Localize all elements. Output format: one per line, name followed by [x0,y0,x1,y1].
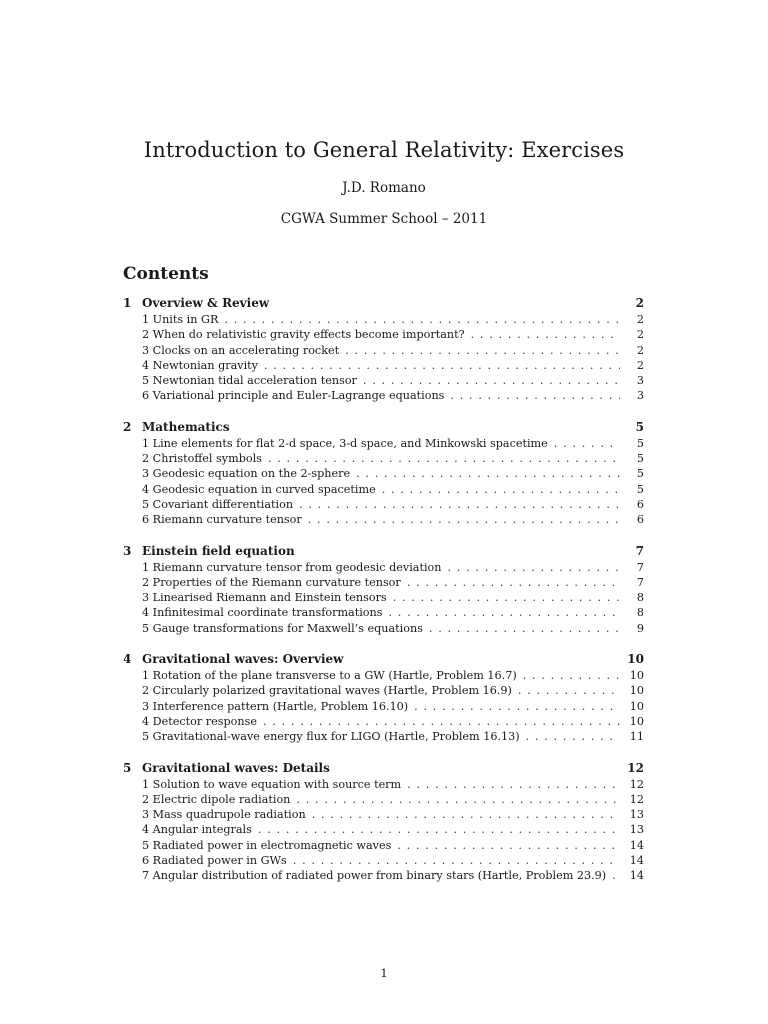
toc-section-heading[interactable] [123,760,644,777]
toc-entry[interactable] [123,621,644,636]
entry-page-number: 14 [629,838,644,852]
dot-leader [256,822,620,837]
toc-section [123,760,644,884]
dot-leader [405,575,620,590]
dot-leader [294,792,620,807]
dot-leader [266,451,620,466]
entry-title: 5 Covariant differentiation [142,497,294,511]
entry-title: 3 Geodesic equation on the 2-sphere [142,467,351,481]
dot-leader [297,497,620,512]
toc-entry[interactable] [123,373,644,388]
toc-entry[interactable] [123,451,644,466]
section-page-number: 7 [635,543,644,558]
dot-leader [361,373,620,388]
toc-entry[interactable] [123,575,644,590]
page-number: 1 [380,966,388,980]
toc-entry[interactable] [123,822,644,837]
entry-title: 4 Geodesic equation in curved spacetime [142,482,376,496]
entry-page-number: 10 [629,684,644,698]
entry-page-number: 3 [636,374,644,388]
toc-section-heading[interactable] [123,651,644,668]
dot-leader [291,853,620,868]
toc-entry[interactable] [123,807,644,822]
entry-title: 2 Circularly polarized gravitational waves (Hartle, Problem 16.9) [142,684,512,698]
entry-page-number: 13 [629,808,644,822]
dot-leader [386,605,620,620]
entry-page-number: 10 [629,699,644,713]
entry-page-number: 2 [636,358,644,372]
toc-section [123,419,644,528]
toc-section-heading[interactable] [123,295,644,312]
toc-entry[interactable] [123,388,644,403]
toc-section [123,651,644,744]
section-title: Gravitational waves: Details [142,760,330,775]
dot-leader [354,466,620,481]
section-title: Einstein field equation [142,543,295,558]
toc-entry[interactable] [123,605,644,620]
dot-leader [552,436,620,451]
entry-title: 2 Properties of the Riemann curvature tensor [142,575,401,589]
section-number: 5 [123,760,132,775]
entry-title: 1 Line elements for flat 2-d space, 3-d space, and Minkowski spacetime [142,436,548,450]
entry-title: 4 Angular integrals [142,823,252,837]
entry-title: 3 Interference pattern (Hartle, Problem 16.10) [142,699,409,713]
dot-leader [405,777,620,792]
entry-title: 5 Newtonian tidal acceleration tensor [142,374,357,388]
dot-leader [516,683,620,698]
dot-leader [261,714,620,729]
entry-title: 1 Riemann curvature tensor from geodesic deviation [142,560,442,574]
dot-leader [610,868,620,883]
dot-leader [391,590,620,605]
entry-page-number: 6 [636,497,644,511]
entry-title: 4 Infinitesimal coordinate transformations [142,606,383,620]
toc-entry[interactable] [123,777,644,792]
entry-title: 4 Detector response [142,714,257,728]
entry-page-number: 11 [629,730,644,744]
dot-leader [412,699,620,714]
entry-page-number: 3 [636,389,644,403]
entry-title: 1 Rotation of the plane transverse to a GW (Hartle, Problem 16.7) [142,669,517,683]
entry-page-number: 7 [636,575,644,589]
section-page-number: 5 [635,419,644,434]
entry-title: 6 Variational principle and Euler-Lagrange equations [142,389,445,403]
toc-entry[interactable] [123,729,644,744]
entry-title: 3 Linearised Riemann and Einstein tensors [142,591,387,605]
toc-entry[interactable] [123,868,644,883]
section-number: 1 [123,296,132,310]
dot-leader [469,327,620,342]
toc-entry[interactable] [123,792,644,807]
toc-entry[interactable] [123,668,644,683]
entry-title: 4 Newtonian gravity [142,358,258,372]
toc-section [123,295,644,404]
entry-page-number: 6 [636,513,644,527]
section-number: 2 [123,419,132,434]
entry-page-number: 8 [636,591,644,605]
entry-title: 2 Electric dipole radiation [142,792,291,806]
section-title: Gravitational waves: Overview [142,652,344,667]
entry-page-number: 9 [636,621,644,635]
entry-page-number: 2 [636,343,644,357]
entry-page-number: 5 [636,482,644,496]
entry-page-number: 10 [629,714,644,728]
toc-entry[interactable] [123,482,644,497]
toc-section [123,543,644,636]
entry-title: 2 Christoffel symbols [142,452,262,466]
section-page-number: 12 [627,760,644,775]
entry-page-number: 5 [636,436,644,450]
dot-leader [222,312,620,327]
toc-entry[interactable] [123,466,644,481]
entry-title: 7 Angular distribution of radiated power from binary stars (Hartle, Problem 23.9) [142,869,607,883]
document-venue: CGWA Summer School – 2011 [280,211,488,227]
dot-leader [380,482,620,497]
entry-page-number: 2 [636,313,644,326]
entry-title: 3 Clocks on an accelerating rocket [142,343,340,357]
toc-entry[interactable] [123,343,644,358]
toc-entry[interactable] [123,312,644,327]
toc-entry[interactable] [123,838,644,853]
toc-entry[interactable] [123,590,644,605]
section-page-number: 10 [627,652,644,667]
toc-entry[interactable] [123,699,644,714]
section-title: Overview & Review [142,296,270,310]
contents-heading: Contents [123,264,209,284]
entry-title: 6 Riemann curvature tensor [142,513,302,527]
section-number: 4 [123,652,132,667]
entry-title: 2 When do relativistic gravity effects become important? [142,328,465,342]
entry-title: 1 Solution to wave equation with source term [142,777,402,791]
dot-leader [427,621,620,636]
dot-leader [445,560,620,575]
entry-page-number: 12 [629,777,644,791]
entry-title: 3 Mass quadrupole radiation [142,808,306,822]
dot-leader [521,668,620,683]
entry-title: 5 Gravitational-wave energy flux for LIGO (Hartle, Problem 16.13) [142,730,520,744]
table-of-contents [123,295,644,899]
toc-entry[interactable] [123,683,644,698]
dot-leader [310,807,620,822]
entry-page-number: 14 [629,869,644,883]
toc-entry[interactable] [123,436,644,451]
dot-leader [262,358,620,373]
entry-page-number: 5 [636,452,644,466]
entry-title: 1 Units in GR [142,313,219,326]
dot-leader [306,512,620,527]
entry-page-number: 2 [636,328,644,342]
toc-entry[interactable] [123,358,644,373]
toc-entry[interactable] [123,560,644,575]
entry-page-number: 8 [636,606,644,620]
dot-leader [448,388,620,403]
dot-leader [395,838,620,853]
section-number: 3 [123,543,132,558]
toc-section-heading[interactable] [123,419,644,436]
entry-page-number: 7 [636,560,644,574]
entry-page-number: 5 [636,467,644,481]
section-title: Mathematics [142,419,230,434]
entry-title: 5 Radiated power in electromagnetic waves [142,838,392,852]
entry-page-number: 14 [629,854,644,868]
entry-page-number: 12 [629,792,644,806]
document-author: J.D. Romano [342,180,426,196]
section-page-number: 2 [635,296,644,310]
document-title: Introduction to General Relativity: Exercises [143,138,625,162]
entry-title: 6 Radiated power in GWs [142,854,287,868]
toc-entry[interactable] [123,853,644,868]
entry-page-number: 13 [629,823,644,837]
toc-entry[interactable] [123,714,644,729]
entry-page-number: 10 [629,669,644,683]
entry-title: 5 Gauge transformations for Maxwell’s equations [142,621,423,635]
toc-entry[interactable] [123,327,644,342]
toc-entry[interactable] [123,497,644,512]
toc-entry[interactable] [123,512,644,527]
dot-leader [343,343,620,358]
dot-leader [524,729,620,744]
toc-section-heading[interactable] [123,543,644,560]
